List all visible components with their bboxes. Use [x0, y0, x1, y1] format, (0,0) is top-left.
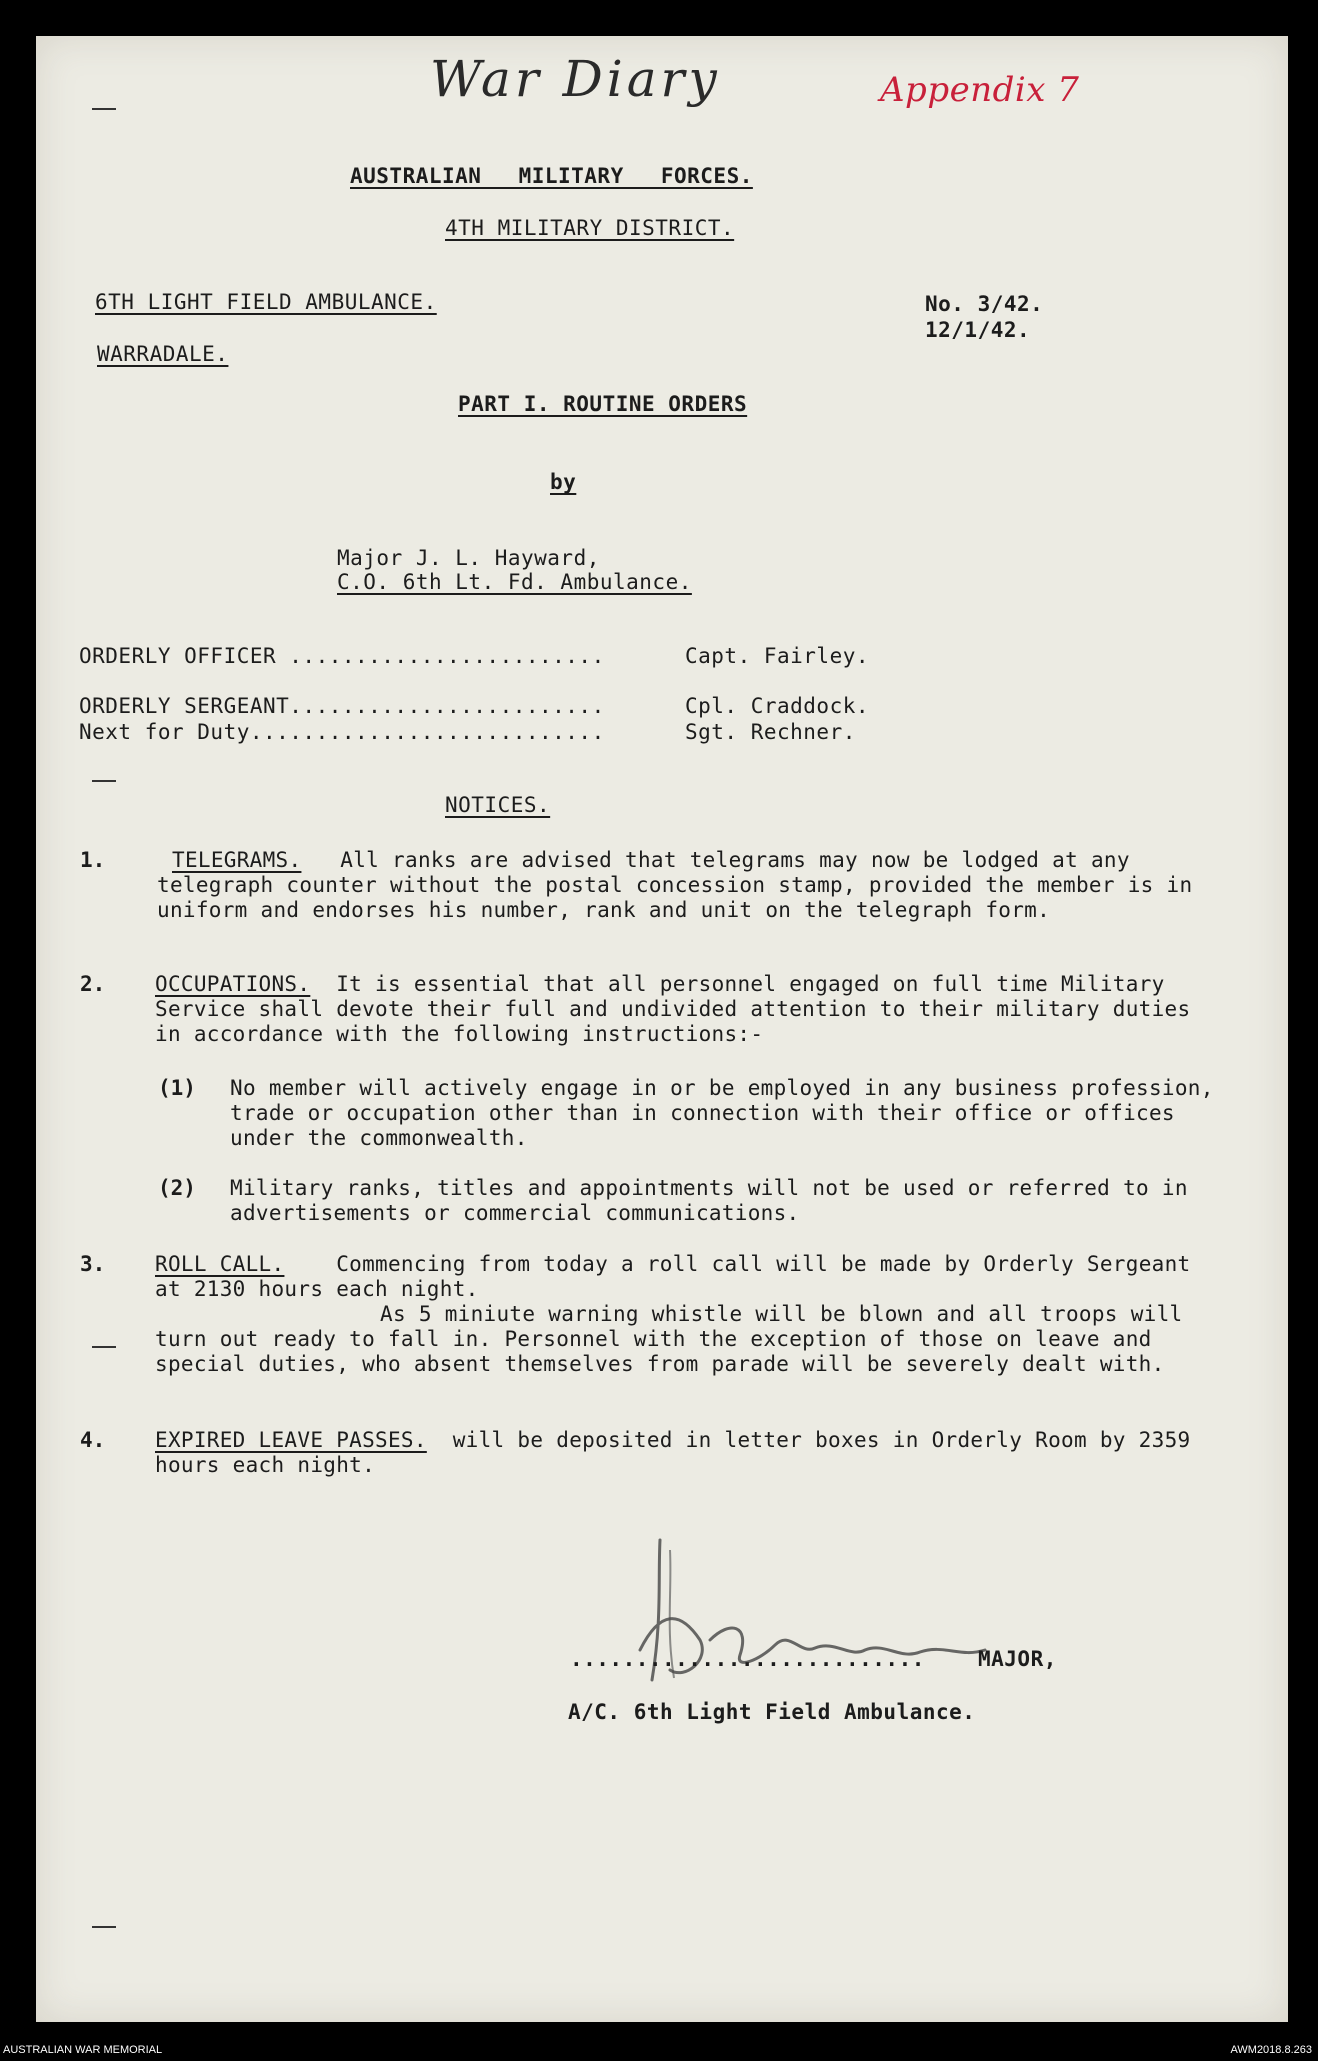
- heading-line-1: AUSTRALIAN MILITARY FORCES.: [350, 164, 753, 188]
- margin-mark: [92, 108, 116, 110]
- notice-4-number: 4.: [80, 1428, 106, 1452]
- notice-4-title: EXPIRED LEAVE PASSES.: [155, 1428, 427, 1452]
- margin-mark: [92, 1346, 116, 1348]
- notice-3-text-2: As 5 miniute warning whistle will be blown and all troops will turn out ready to fall in. Personnel with the exception of those on leave and special duties, who absent themselves from parade will be severely dealt with.: [155, 1302, 1183, 1376]
- notice-2-body: [155, 972, 1215, 1047]
- notice-2-sub-2-number: (2): [158, 1176, 196, 1200]
- duty-role-3: Next for Duty...........................: [79, 720, 605, 744]
- officer-line-1: Major J. L. Hayward,: [337, 546, 600, 570]
- order-number: No. 3/42.: [925, 292, 1044, 316]
- notice-3-body: [155, 1252, 1215, 1377]
- order-date: 12/1/42.: [925, 318, 1031, 342]
- duty-role-1: ORDERLY OFFICER ........................: [79, 644, 605, 668]
- notice-2-sub-2-text: Military ranks, titles and appointments will not be used or referred to in advertisements or commercial communications.: [230, 1176, 1188, 1225]
- officer-line-2: C.O. 6th Lt. Fd. Ambulance.: [337, 570, 692, 594]
- duty-name-2: Cpl. Craddock.: [685, 694, 870, 718]
- margin-mark: [92, 1926, 116, 1928]
- handwritten-appendix: Appendix 7: [880, 70, 1080, 110]
- signature-rank: MAJOR,: [978, 1647, 1057, 1671]
- notice-1-text: All ranks are advised that telegrams may now be lodged at any telegraph counter without the postal concession stamp, provided the member is in uniform and endorses his number, rank and unit on the telegraph form.: [157, 848, 1193, 922]
- footer-source: AUSTRALIAN WAR MEMORIAL: [3, 2044, 163, 2056]
- signature-dots: ...........................: [570, 1647, 925, 1671]
- notice-2-sub-1-number: (1): [158, 1076, 196, 1100]
- duty-name-1: Capt. Fairley.: [685, 644, 870, 668]
- notice-2-sub-1-text: No member will actively engage in or be employed in any business profession, trade or occupation other than in connection with their office or offices under the commonwealth.: [230, 1076, 1214, 1150]
- notice-1-number: 1.: [80, 848, 106, 872]
- notice-3-text: Commencing from today a roll call will be made by Orderly Sergeant at 2130 hours each night.: [155, 1252, 1191, 1301]
- by-line: by: [550, 470, 577, 494]
- handwritten-title: War Diary: [430, 50, 721, 108]
- margin-mark: [92, 780, 116, 782]
- notice-3-number: 3.: [80, 1252, 106, 1276]
- notice-1-body: [157, 848, 1217, 923]
- notice-2-text: It is essential that all personnel engaged on full time Military Service shall devote their full and undivided attention to their military duties in accordance with the following instructions:-: [155, 972, 1191, 1046]
- unit-name: 6TH LIGHT FIELD AMBULANCE.: [95, 290, 437, 314]
- notice-4-body: [155, 1428, 1215, 1478]
- notice-1-title: TELEGRAMS.: [172, 848, 302, 872]
- notices-heading: NOTICES.: [445, 793, 551, 817]
- notice-4-text: will be deposited in letter boxes in Orderly Room by 2359 hours each night.: [155, 1428, 1191, 1477]
- notice-2-number: 2.: [80, 972, 106, 996]
- signature-appointment: A/C. 6th Light Field Ambulance.: [568, 1700, 976, 1724]
- duty-role-2: ORDERLY SERGEANT........................: [79, 694, 605, 718]
- signature-scribble: [600, 1530, 1020, 1700]
- footer-reference: AWM2018.8.263: [1230, 2044, 1312, 2056]
- duty-name-3: Sgt. Rechner.: [685, 720, 856, 744]
- notice-2-title: OCCUPATIONS.: [155, 972, 311, 996]
- orders-title: PART I. ROUTINE ORDERS: [458, 392, 748, 416]
- heading-line-2: 4TH MILITARY DISTRICT.: [445, 216, 735, 240]
- notice-3-title: ROLL CALL.: [155, 1252, 285, 1276]
- unit-location: WARRADALE.: [97, 342, 229, 366]
